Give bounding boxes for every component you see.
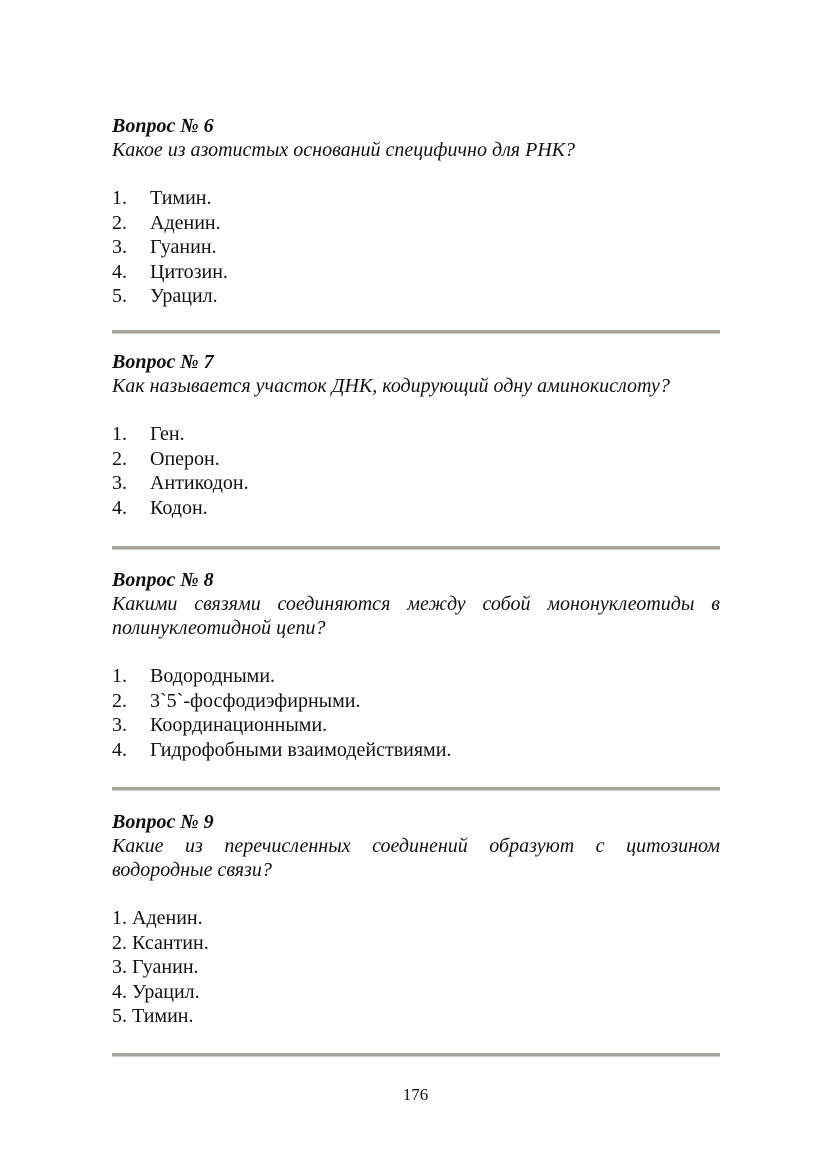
option-number: 3. (112, 236, 127, 258)
option-number: 4. (112, 260, 127, 283)
option-number: 2. (112, 931, 127, 954)
answer-option (112, 211, 720, 236)
option-number: 1. (112, 907, 127, 929)
option-label: Антикодон. (150, 472, 249, 494)
page-number: 176 (402, 1085, 429, 1104)
option-label: Кодон. (150, 496, 208, 519)
option-label: Ген. (150, 423, 185, 445)
answer-options (112, 906, 720, 1029)
option-number: 5. (112, 285, 127, 307)
section-divider (112, 787, 720, 791)
option-number: 3. (112, 956, 127, 978)
answer-option (112, 422, 720, 447)
option-number: 3. (112, 472, 127, 494)
section-divider (112, 330, 720, 334)
option-label: Гуанин. (132, 956, 199, 978)
section-divider (112, 546, 720, 550)
option-label: Урацил. (132, 980, 200, 1003)
question-text: Какими связями соединяются между собой мононуклеотиды в полинуклеотидной цепи? (112, 593, 720, 639)
option-number: 2. (112, 447, 127, 470)
option-label: Оперон. (150, 447, 220, 470)
question-text: Какие из перечисленных соединений образуют с цитозином водородные связи? (112, 835, 720, 881)
option-label: Водородными. (150, 665, 276, 687)
answer-option (112, 447, 720, 472)
option-number: 5. (112, 1005, 127, 1027)
option-label: Аденин. (150, 211, 221, 234)
answer-option (112, 284, 720, 309)
question-title: Вопрос № 9 (112, 811, 214, 833)
question-8 (112, 568, 720, 762)
option-number: 4. (112, 980, 127, 1003)
option-label: Тимин. (132, 1005, 194, 1027)
option-label: Координационными. (150, 714, 328, 736)
option-number: 1. (112, 187, 127, 209)
option-label: Гидрофобными взаимодействиями. (150, 738, 452, 761)
question-9 (112, 810, 720, 1029)
answer-option (112, 931, 720, 956)
answer-option (112, 471, 720, 496)
option-label: Тимин. (150, 187, 212, 209)
question-title: Вопрос № 6 (112, 115, 214, 137)
answer-options (112, 186, 720, 309)
answer-option (112, 980, 720, 1005)
option-number: 1. (112, 665, 127, 687)
option-number: 2. (112, 689, 127, 712)
option-number: 2. (112, 211, 127, 234)
answer-option (112, 738, 720, 763)
question-6 (112, 114, 720, 309)
question-text: Какое из азотистых оснований специфично для РНК? (112, 139, 576, 161)
answer-options (112, 664, 720, 762)
option-label: Гуанин. (150, 236, 217, 258)
option-number: 4. (112, 738, 127, 761)
option-number: 3. (112, 714, 127, 736)
question-title: Вопрос № 8 (112, 569, 214, 591)
answer-option (112, 235, 720, 260)
answer-option (112, 713, 720, 738)
option-number: 4. (112, 496, 127, 519)
answer-option (112, 260, 720, 285)
option-label: Ксантин. (132, 931, 209, 954)
section-divider (112, 1053, 720, 1057)
answer-option (112, 664, 720, 689)
answer-option (112, 1004, 720, 1029)
option-label: Аденин. (132, 907, 203, 929)
option-label: 3`5`-фосфодиэфирными. (150, 689, 361, 712)
question-text: Как называется участок ДНК, кодирующий одну аминокислоту? (112, 375, 670, 397)
question-title: Вопрос № 7 (112, 351, 214, 373)
answer-option (112, 496, 720, 521)
answer-option (112, 906, 720, 931)
answer-option (112, 689, 720, 714)
option-label: Урацил. (150, 285, 218, 307)
answer-options (112, 422, 720, 520)
option-label: Цитозин. (150, 260, 228, 283)
option-number: 1. (112, 423, 127, 445)
answer-option (112, 186, 720, 211)
answer-option (112, 955, 720, 980)
question-7 (112, 350, 720, 520)
